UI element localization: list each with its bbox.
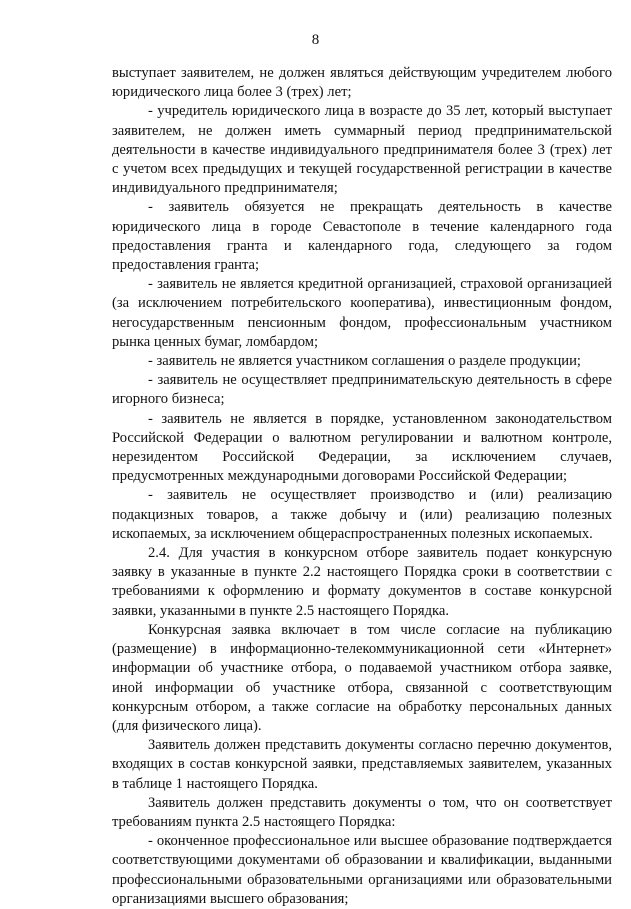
paragraph: - заявитель обязуется не прекращать деятельность в качестве юридического лица в городе Севастополе в течение календарного года предоставления гранта и календарного года, следующего за годом предоставления гранта; <box>112 199 612 274</box>
document-body <box>112 64 612 909</box>
paragraph: - учредитель юридического лица в возрасте до 35 лет, который выступает заявителем, не должен иметь суммарный период предпринимательской деятельности в качестве индивидуального предпринимателя более 3 (трех) лет с учетом всех предыдущих и текущей государственной регистрации в качестве индивидуального предпринимателя; <box>112 103 612 197</box>
paragraph: Конкурсная заявка включает в том числе согласие на публикацию (размещение) в информационно-телекоммуникационной сети «Интернет» информации об участнике отбора, о подаваемой участником отбора заявке, иной информации об участнике отбора, связанной с соответствующим конкурсным отбором, а также согласие на обработку персональных данных (для физического лица). <box>112 621 612 734</box>
paragraph: Заявитель должен представить документы согласно перечню документов, входящих в состав конкурсной заявки, представляемых заявителем, указанных в таблице 1 настоящего Порядка. <box>112 737 612 792</box>
paragraph: - заявитель не является кредитной организацией, страховой организацией (за исключением потребительского кооператива), инвестиционным фондом, негосударственным пенсионным фондом, профессиональным участником рынка ценных бумаг, ломбардом; <box>112 276 612 350</box>
paragraph: - заявитель не осуществляет предпринимательскую деятельность в сфере игорного бизнеса; <box>112 372 612 408</box>
paragraph: выступает заявителем, не должен являться действующим учредителем любого юридического лица более 3 (трех) лет; <box>112 65 612 101</box>
paragraph: - заявитель не является в порядке, установленном законодательством Российской Федерации о валютном регулировании и валютном контроле, нерезидентом Российской Федерации, за исключением случаев, предусмотренных международными договорами Российской Федерации; <box>112 410 612 485</box>
paragraph: - оконченное профессиональное или высшее образование подтверждается соответствующими документами об образовании и квалификации, выданными профессиональными образовательными организациями или образовательными организациями высшего образования; <box>112 833 612 907</box>
paragraph: Заявитель должен представить документы о том, что он соответствует требованиям пункта 2.5 настоящего Порядка: <box>112 794 612 830</box>
paragraph: - заявитель не является участником соглашения о разделе продукции; <box>148 353 581 370</box>
page-number: 8 <box>311 32 320 48</box>
paragraph: 2.4. Для участия в конкурсном отборе заявитель подает конкурсную заявку в указанные в пункте 2.2 настоящего Порядка сроки в соответствии с требованиями к оформлению и формату документов в составе конкурсной заявки, указанными в пункте 2.5 настоящего Порядка. <box>112 545 612 619</box>
paragraph: - заявитель не осуществляет производство и (или) реализацию подакцизных товаров, а также добычу и (или) реализацию полезных ископаемых, за исключением общераспространенных полезных ископаемых. <box>112 487 612 542</box>
